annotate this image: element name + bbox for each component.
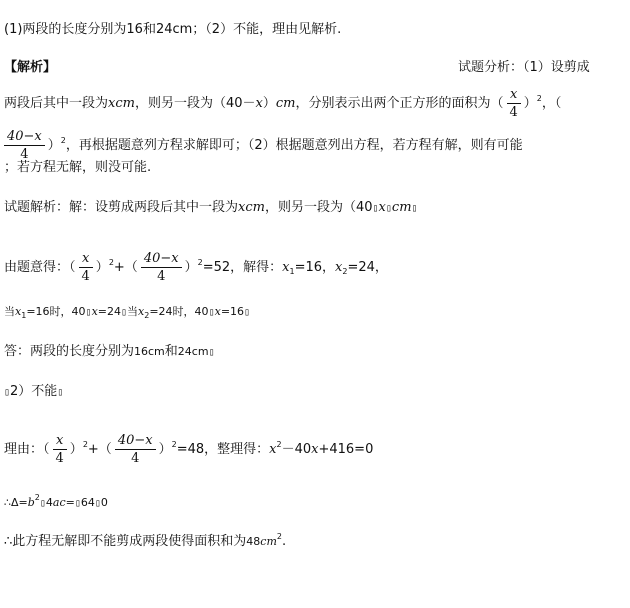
answer-16cm: 16cm <box>134 345 165 358</box>
square-exponent: 2 <box>536 94 542 103</box>
when-text-2: =16时，40 <box>26 305 86 318</box>
square-exponent: 2 <box>82 440 88 449</box>
unknown-glyph: ▯ <box>385 203 392 214</box>
subscript-2: 2 <box>144 311 150 320</box>
when-text-3: =24 <box>97 305 121 318</box>
fraction-denominator: 4 <box>55 451 64 466</box>
analysis-title: 试题分析：（1）设剪成 <box>458 60 590 75</box>
analysis-text-1f: ，（ <box>541 96 562 111</box>
analysis-line-3: ；若方程无解，则没可能. <box>4 160 152 175</box>
unknown-glyph: ▯ <box>39 498 46 509</box>
equation-text-c: +（ <box>113 260 138 275</box>
analysis-text-1a: 两段后其中一段为 <box>4 96 109 111</box>
square-exponent: 2 <box>108 258 114 267</box>
fraction-numerator: x <box>79 250 93 268</box>
discriminant-line <box>4 490 108 512</box>
analysis-text-1e: ） <box>523 96 537 111</box>
conclusion-end: . <box>281 534 287 549</box>
fraction-40-minus-x-over-4 <box>4 128 45 163</box>
var-x: x <box>214 305 221 318</box>
when-text-6: =16 <box>220 305 245 318</box>
answer-text: 答：两段的长度分别为 <box>4 344 135 359</box>
when-text-4: 当 <box>127 305 139 318</box>
unit-cm: cm <box>391 200 412 215</box>
fraction-denominator: 4 <box>20 147 29 162</box>
fraction-numerator: 40−x <box>141 250 182 268</box>
conclusion-text: ∴此方程无解即不能剪成两段使得面积和为 <box>4 534 247 549</box>
fraction-denominator: 4 <box>131 451 140 466</box>
when-text-5: =24时，40 <box>149 305 209 318</box>
equation-text-b: ） <box>95 260 109 275</box>
disc-eq: = <box>65 496 75 509</box>
solution-text-1b: ，则另一段为（40 <box>264 200 373 215</box>
fraction-numerator: 40−x <box>4 128 45 146</box>
subscript-1: 1 <box>21 311 27 320</box>
var-x: x <box>255 96 263 111</box>
conclusion-value: 48 <box>246 535 261 548</box>
reason-plus: +（ <box>87 442 112 457</box>
unknown-glyph: ▯ <box>94 498 101 509</box>
subscript-1: 1 <box>289 267 295 276</box>
analysis-text-2a: ） <box>47 138 61 153</box>
conclusion-unit: cm <box>260 535 277 548</box>
unknown-glyph: ▯ <box>85 307 92 318</box>
var-x: x <box>378 200 386 215</box>
disc-4: 4 <box>45 496 53 509</box>
when-text-1: 当 <box>4 305 15 318</box>
reason-text-3: －40 <box>281 442 312 457</box>
var-ac: ac <box>52 496 66 509</box>
fraction-40-minus-x-over-4 <box>115 432 156 467</box>
analysis-line-1 <box>4 86 561 121</box>
solution-line-1 <box>4 200 418 217</box>
answer-part1 <box>4 344 215 361</box>
answer-24cm: 24cm <box>177 345 209 358</box>
unknown-glyph: ▯ <box>411 203 418 214</box>
reason-text-4: +416=0 <box>318 442 374 457</box>
analysis-line-2 <box>4 128 523 163</box>
reason-text-1: 理由：（ <box>4 442 50 457</box>
var-b: b <box>27 496 35 509</box>
x2-value: =24， <box>347 260 388 275</box>
unknown-glyph: ▯ <box>57 387 64 398</box>
var-x: x <box>238 200 246 215</box>
reason-line <box>4 432 373 467</box>
var-x2: x <box>335 260 343 275</box>
equation-line <box>4 250 388 285</box>
disc-0: 0 <box>100 496 108 509</box>
fraction-denominator: 4 <box>509 105 518 120</box>
var-x1: x <box>15 305 22 318</box>
analysis-text-1d: ，分别表示出两个正方形的面积为（ <box>295 96 504 111</box>
square-exponent: 2 <box>34 493 40 502</box>
delta-text: ∴Δ= <box>4 496 28 509</box>
reason-paren: ） <box>158 442 172 457</box>
unknown-glyph: ▯ <box>244 307 251 318</box>
answer-line: (1)两段的长度分别为16和24cm；（2）不能，理由见解析. <box>4 22 342 37</box>
x1-value: =16， <box>294 260 336 275</box>
part2-text: 2）不能 <box>10 384 58 399</box>
var-x2: x <box>138 305 145 318</box>
var-x: x <box>91 305 98 318</box>
fraction-numerator: x <box>507 86 521 104</box>
analysis-text-1c: ） <box>262 96 276 111</box>
analysis-text-1b: ，则另一段为（40－ <box>134 96 256 111</box>
reason-text-2: =48，整理得： <box>176 442 270 457</box>
fraction-numerator: x <box>53 432 67 450</box>
unknown-glyph: ▯ <box>208 347 215 358</box>
fraction-x-over-4 <box>53 432 67 467</box>
square-exponent: 2 <box>197 258 203 267</box>
equation-text-a: 由题意得：（ <box>4 260 76 275</box>
unknown-glyph: ▯ <box>121 307 128 318</box>
analysis-text-2b: ，再根据题意列方程求解即可；（2）根据题意列出方程，若方程有解，则有可能 <box>65 138 523 153</box>
answer-and: 和 <box>164 344 178 359</box>
analysis-heading: 【解析】 <box>4 60 57 75</box>
when-line <box>4 304 250 324</box>
unit-cm: cm <box>275 96 296 111</box>
unknown-glyph: ▯ <box>208 307 215 318</box>
var-x: x <box>269 442 277 457</box>
var-x1: x <box>282 260 290 275</box>
solution-text-1a: 试题解析：解：设剪成两段后其中一段为 <box>4 200 239 215</box>
var-x: x <box>108 96 116 111</box>
fraction-x-over-4 <box>507 86 521 121</box>
square-exponent: 2 <box>276 440 282 449</box>
var-x: x <box>311 442 319 457</box>
fraction-denominator: 4 <box>81 269 90 284</box>
fraction-x-over-4 <box>79 250 93 285</box>
equation-text-b: ） <box>184 260 198 275</box>
unit-cm: cm <box>115 96 135 111</box>
equation-text-d: =52，解得： <box>202 260 283 275</box>
fraction-denominator: 4 <box>157 269 166 284</box>
unit-cm: cm <box>245 200 265 215</box>
unknown-glyph: ▯ <box>372 203 379 214</box>
square-exponent: 2 <box>276 532 282 541</box>
disc-64: 64 <box>80 496 95 509</box>
fraction-40-minus-x-over-4 <box>141 250 182 285</box>
square-exponent: 2 <box>60 136 66 145</box>
analysis-heading-row <box>4 60 56 76</box>
unknown-glyph: ▯ <box>4 387 11 398</box>
subscript-2: 2 <box>342 267 348 276</box>
fraction-numerator: 40−x <box>115 432 156 450</box>
part2-line <box>4 384 63 401</box>
unknown-glyph: ▯ <box>74 498 81 509</box>
conclusion-line <box>4 529 286 550</box>
square-exponent: 2 <box>171 440 177 449</box>
reason-paren: ） <box>69 442 83 457</box>
